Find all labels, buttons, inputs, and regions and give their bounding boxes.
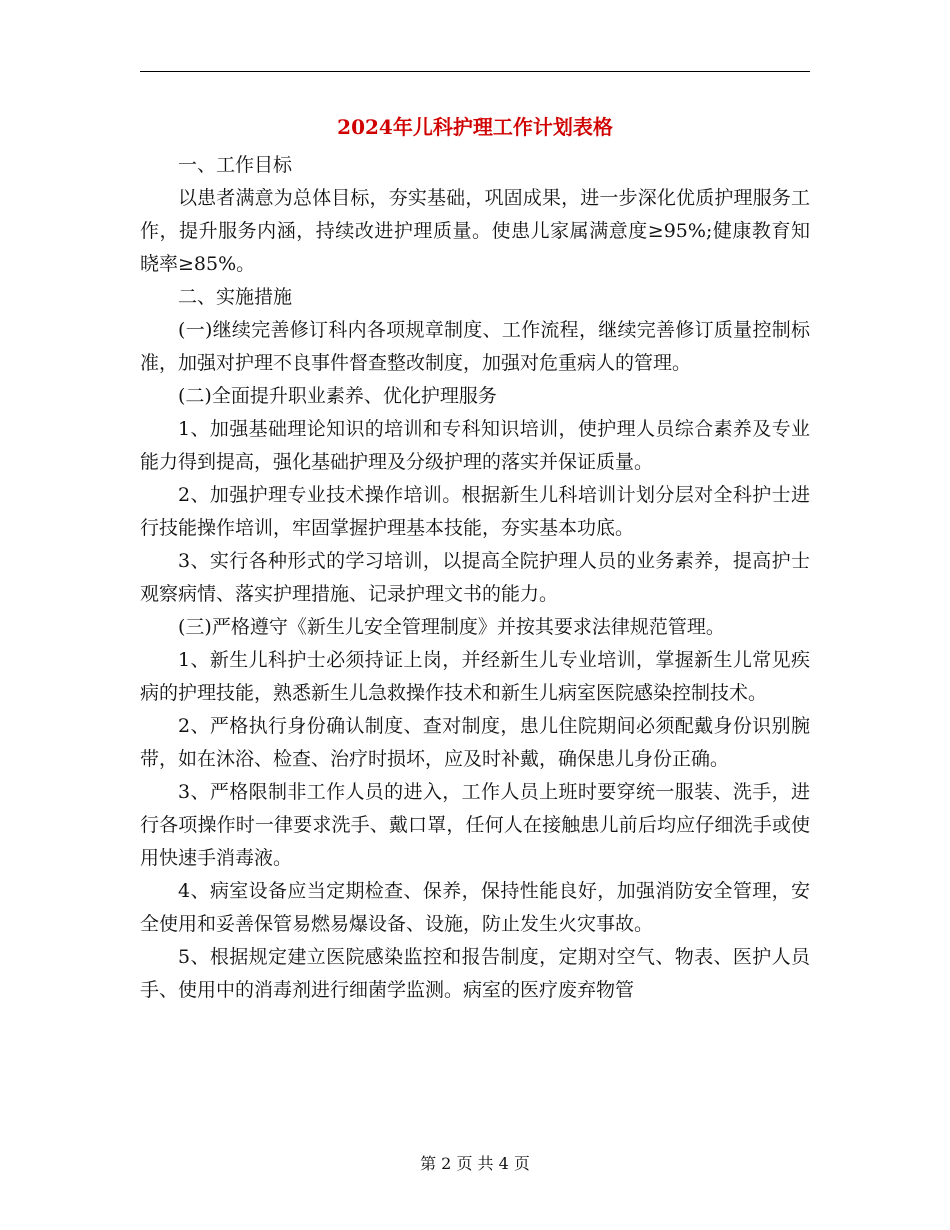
- header-rule: [140, 71, 810, 72]
- document-title: 2024年儿科护理工作计划表格: [337, 115, 613, 139]
- paragraph-item-3-4: 4、病室设备应当定期检查、保养，保持性能良好，加强消防安全管理，安全使用和妥善保管易燃易爆设备、设施，防止发生火灾事故。: [140, 880, 810, 935]
- paragraph-goal-text: 以患者满意为总体目标，夯实基础，巩固成果，进一步深化优质护理服务工作，提升服务内涵，持续改进护理质量。使患儿家属满意度≥95%;健康教育知晓率≥85%。: [140, 187, 810, 275]
- paragraph-item-2-3: 3、实行各种形式的学习培训，以提高全院护理人员的业务素养，提高护士观察病情、落实护理措施、记录护理文书的能力。: [140, 550, 810, 605]
- paragraph-section-heading-measures: 二、实施措施: [178, 286, 293, 308]
- paragraph-item-3-1: 1、新生儿科护士必须持证上岗，并经新生儿专业培训，掌握新生儿常见疾病的护理技能，熟悉新生儿急救操作技术和新生儿病室医院感染控制技术。: [140, 649, 810, 704]
- paragraph-measure-1: (一)继续完善修订科内各项规章制度、工作流程，继续完善修订质量控制标准，加强对护理不良事件督查整改制度，加强对危重病人的管理。: [140, 319, 810, 374]
- paragraph-item-3-5: 5、根据规定建立医院感染监控和报告制度，定期对空气、物表、医护人员手、使用中的消毒剂进行细菌学监测。病室的医疗废弃物管: [140, 946, 810, 1001]
- page-number-footer: 第 2 页 共 4 页: [420, 1154, 530, 1173]
- paragraph-item-3-3: 3、严格限制非工作人员的进入，工作人员上班时要穿统一服装、洗手，进行各项操作时一律要求洗手、戴口罩，任何人在接触患儿前后均应仔细洗手或使用快速手消毒液。: [140, 781, 810, 869]
- document-body: [140, 149, 810, 1007]
- paragraph-subheading-3: (三)严格遵守《新生儿安全管理制度》并按其要求法律规范管理。: [178, 616, 725, 638]
- paragraph-item-2-1: 1、加强基础理论知识的培训和专科知识培训，使护理人员综合素养及专业能力得到提高，强化基础护理及分级护理的落实并保证质量。: [140, 418, 810, 473]
- paragraph-item-2-2: 2、加强护理专业技术操作培训。根据新生儿科培训计划分层对全科护士进行技能操作培训，牢固掌握护理基本技能，夯实基本功底。: [140, 484, 810, 539]
- paragraph-item-3-2: 2、严格执行身份确认制度、查对制度，患儿住院期间必须配戴身份识别腕带，如在沐浴、检查、治疗时损坏，应及时补戴，确保患儿身份正确。: [140, 715, 810, 770]
- paragraph-section-heading-goal: 一、工作目标: [178, 154, 293, 176]
- paragraph-subheading-2: (二)全面提升职业素养、优化护理服务: [178, 385, 497, 407]
